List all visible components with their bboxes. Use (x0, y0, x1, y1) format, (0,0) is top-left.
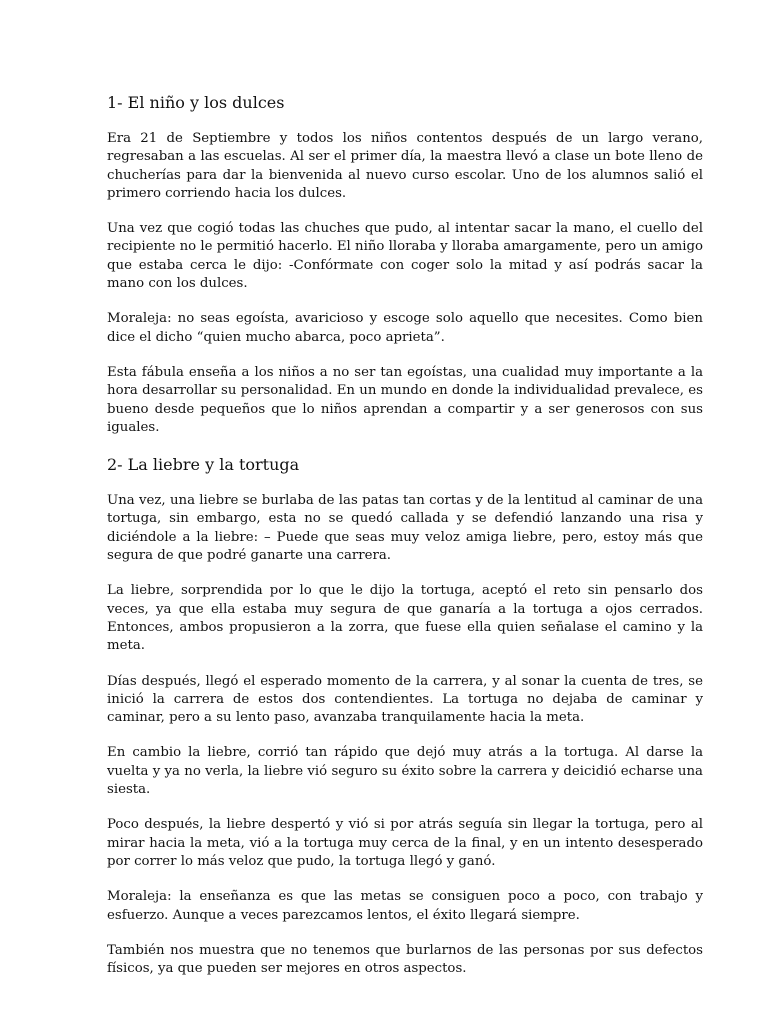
fable-section-1 (107, 92, 703, 437)
paragraph: También nos muestra que no tenemos que burlarnos de las personas por sus defectos físicos, ya que pueden ser mejores en otros aspectos. (107, 942, 703, 977)
paragraph: Días después, llegó el esperado momento de la carrera, y al sonar la cuenta de tres, se inició la carrera de estos dos contendientes. La tortuga no dejaba de caminar y caminar, pero a su lento paso, avanzaba tranquilamente hacia la meta. (107, 673, 703, 726)
paragraph: Era 21 de Septiembre y todos los niños contentos después de un largo verano, regresaban a las escuelas. Al ser el primer día, la maestra llevó a clase un bote lleno de chucherías para dar la bienvenida al nuevo curso escolar. Uno de los alumnos salió el primero corriendo hacia los dulces. (107, 131, 703, 201)
document-page (107, 92, 703, 995)
section-title: 1- El niño y los dulces (107, 93, 285, 112)
paragraph: Una vez, una liebre se burlaba de las patas tan cortas y de la lentitud al caminar de una tortuga, sin embargo, esta no se quedó callada y se defendió lanzando una risa y diciéndole a la liebre: – Puede que seas muy veloz amiga liebre, pero, estoy más que segura de que podré ganarte una carrera. (107, 493, 703, 564)
paragraph: Poco después, la liebre despertó y vió si por atrás seguía sin llegar la tortuga, pero al mirar hacia la meta, vió a la tortuga muy cerca de la final, y en un intento desesperado por correr lo más veloz que pudo, la tortuga llegó y ganó. (107, 817, 703, 869)
paragraph: Esta fábula enseña a los niños a no ser tan egoístas, una cualidad muy importante a la hora desarrollar su personalidad. En un mundo en donde la individualidad prevalece, es bueno desde pequeños que lo niños aprendan a compartir y a ser generosos con sus iguales. (107, 364, 703, 435)
moral-paragraph: Moraleja: no seas egoísta, avaricioso y escoge solo aquello que necesites. Como bien dice el dicho “quien mucho abarca, poco aprieta”. (107, 311, 703, 345)
section-title: 2- La liebre y la tortuga (107, 455, 300, 475)
fable-section-2 (107, 454, 703, 978)
paragraph: En cambio la liebre, corrió tan rápido que dejó muy atrás a la tortuga. Al darse la vuelta y ya no verla, la liebre vió seguro su éxito sobre la carrera y deicidió echarse una siesta. (107, 745, 703, 798)
paragraph: La liebre, sorprendida por lo que le dijo la tortuga, aceptó el reto sin pensarlo dos veces, ya que ella estaba muy segura de que ganaría a la tortuga a ojos cerrados. Entonces, ambos propusieron a la zorra, que fuese ella quien señalase el camino y la meta. (107, 583, 703, 654)
moral-paragraph: Moraleja: la enseñanza es que las metas se consiguen poco a poco, con trabajo y esfuerzo. Aunque a veces parezcamos lentos, el éxito llegará siempre. (107, 889, 703, 923)
paragraph: Una vez que cogió todas las chuches que pudo, al intentar sacar la mano, el cuello del recipiente no le permitió hacerlo. El niño lloraba y lloraba amargamente, pero un amigo que estaba cerca le dijo: -Confórmate con coger solo la mitad y así podrás sacar la mano con los dulces. (107, 221, 703, 292)
